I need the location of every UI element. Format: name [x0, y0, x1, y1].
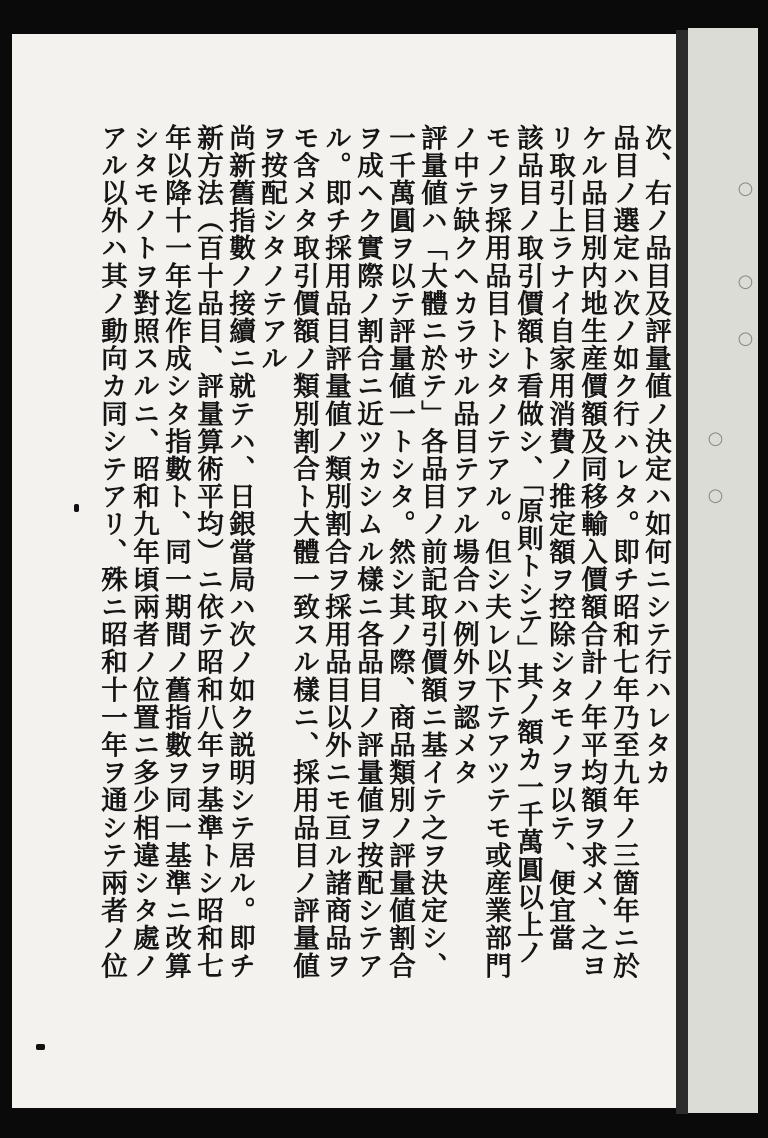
text-column-2: 品目ノ選定ハ次ノ如ク行ハレタ。即チ昭和七年乃至九年ノ三箇年ニ於 — [608, 124, 639, 980]
text-column-12: モ含メタ取引價額ノ類別割合ト大體一致スル樣ニ、採用品目ノ評量値 — [288, 124, 319, 980]
text-column-17: シタモノトヲ對照スルニ、昭和九年頃兩者ノ位置ニ多少相違シタ處ノ — [128, 124, 159, 980]
text-column-3: ケル品目別内地生産價額及同移輸入價額合計ノ年平均額ヲ求メ、之ヨ — [576, 124, 607, 980]
show-through-marks: ○ ○ — [705, 428, 726, 506]
text-column-10: ヲ成ヘク實際ノ割合ニ近ツカシムル樣ニ各品目ノ評量値ヲ按配シテア — [352, 124, 383, 980]
ink-speck — [74, 504, 79, 512]
text-column-14: 尚新舊指數ノ接續ニ就テハ、日銀當局ハ次ノ如ク説明シテ居ル。即チ — [224, 124, 255, 980]
text-column-8: 評量値ハ「大體ニ於テ」各品目ノ前記取引價額ニ基イテ之ヲ決定シ、 — [416, 124, 447, 980]
text-column-11: ル。即チ採用品目評量値ノ類別割合ヲ採用品目以外ニモ亘ル諸商品ヲ — [320, 124, 351, 980]
document-page — [12, 34, 676, 1108]
text-column-15: 新方法（百十品目、評量算術平均）ニ依テ昭和八年ヲ基準トシ昭和七 — [192, 124, 223, 980]
text-column-13: ヲ按配シタノテアル — [256, 124, 287, 373]
show-through-marks: ○ ○ ○ — [735, 178, 756, 349]
text-column-4: リ取引上ラナイ自家用消費ノ推定額ヲ控除シタモノヲ以テ、便宜當 — [544, 124, 575, 952]
adjacent-page-edge — [688, 28, 758, 1113]
text-column-9: 一千萬圓ヲ以テ評量値一トシタ。然シ其ノ際、商品類別ノ評量値割合 — [384, 124, 415, 980]
text-column-16: 年以降十一年迄作成シタ指數ト、同一期間ノ舊指數ヲ同一基準ニ改算 — [160, 124, 191, 980]
text-column-1: 次、右ノ品目及評量値ノ決定ハ如何ニシテ行ハレタカ — [640, 124, 671, 787]
text-column-6: モノヲ採用品目トシタノテアル。但シ夫レ以下テアツテモ或産業部門 — [480, 124, 511, 980]
text-column-7: ノ中テ缺クヘカラサル品目テアル場合ハ例外ヲ認メタ — [448, 124, 479, 787]
text-column-5: 該品目ノ取引價額ト看做シ、「原則トシテ」其ノ額カ一千萬圓以上ノ — [512, 124, 543, 967]
book-gutter — [676, 30, 688, 1114]
ink-speck — [36, 1044, 45, 1050]
text-column-18: アル以外ハ其ノ動向カ同シテアリ、殊ニ昭和十一年ヲ通シテ兩者ノ位 — [96, 124, 127, 980]
